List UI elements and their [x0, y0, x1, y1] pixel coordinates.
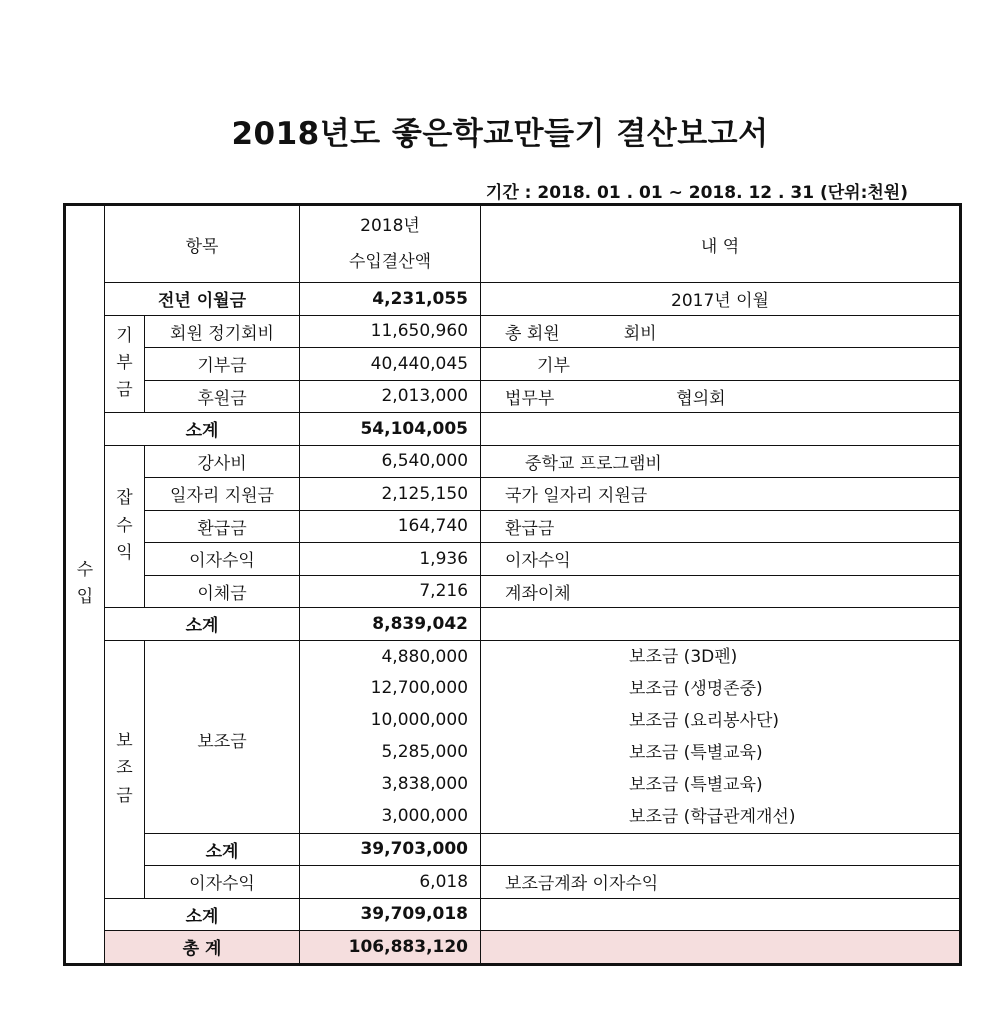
subtotal-amount: 54,104,005: [300, 413, 481, 446]
subtotal-label: 소계: [105, 413, 300, 446]
row-detail: 보조금 (특별교육): [629, 742, 763, 763]
row-label: 회원 정기회비: [145, 315, 300, 348]
misc-group-label: 잡 수 익: [105, 445, 145, 608]
table-row: [65, 575, 961, 608]
subsidy-details: [481, 640, 961, 833]
row-amount: 12,700,000: [300, 673, 481, 705]
row-detail: 국가 일자리 지원금: [481, 478, 961, 511]
subtotal-row: [65, 833, 961, 866]
row-detail: 이자수익: [481, 543, 961, 576]
row-amount: 2,013,000: [300, 380, 481, 413]
row-label: 후원금: [145, 380, 300, 413]
row-detail: 보조금계좌 이자수익: [481, 866, 961, 899]
row-amount: 40,440,045: [300, 348, 481, 381]
row-detail: 기부: [481, 348, 961, 381]
row-detail: 보조금 (3D펜): [629, 646, 738, 667]
header-item: 항목: [105, 205, 300, 283]
subtotal-row: [65, 898, 961, 931]
row-detail: 보조금 (생명존중): [629, 678, 763, 699]
row-detail: 보조금 (요리봉사단): [629, 710, 780, 731]
subtotal-label: 소계: [105, 898, 300, 931]
row-detail: 계좌이체: [481, 575, 961, 608]
row-label: 이자수익: [145, 866, 300, 899]
row-label: 이자수익: [145, 543, 300, 576]
subsidy-group-label: 보 조 금: [105, 640, 145, 898]
header-amount: 2018년 수입결산액: [300, 205, 481, 283]
row-amount: 6,540,000: [300, 445, 481, 478]
prev-carryover-amount: 4,231,055: [300, 283, 481, 316]
table-row: [65, 478, 961, 511]
table-row: [65, 445, 961, 478]
report-period: 기간 : 2018. 01 . 01 ~ 2018. 12 . 31 (단위:천원): [485, 183, 908, 203]
prev-carryover-detail: 2017년 이월: [481, 283, 961, 316]
row-amount: 3,000,000: [300, 800, 481, 833]
page-title: 2018년도 좋은학교만들기 결산보고서: [231, 116, 769, 152]
row-amount: 3,838,000: [300, 768, 481, 800]
grand-total-amount: 106,883,120: [300, 931, 481, 965]
row-detail: 환급금: [481, 510, 961, 543]
row-amount: 2,125,150: [300, 478, 481, 511]
settlement-table: [63, 203, 962, 966]
grand-total-row: [65, 931, 961, 965]
row-amount: 7,216: [300, 575, 481, 608]
header-detail: 내 역: [481, 205, 961, 283]
subtotal-detail: [481, 833, 961, 866]
row-detail: 보조금 (학급관계개선): [629, 806, 796, 827]
row-amount: 10,000,000: [300, 704, 481, 736]
table-row: [65, 866, 961, 899]
row-label: 강사비: [145, 445, 300, 478]
row-detail: 총 회원 회비: [481, 315, 961, 348]
row-label: 환급금: [145, 510, 300, 543]
subtotal-detail: [481, 608, 961, 641]
prev-carryover-label: 전년 이월금: [105, 283, 300, 316]
income-side-label: 수 입: [65, 205, 105, 965]
subtotal-detail: [481, 898, 961, 931]
subtotal-amount: 8,839,042: [300, 608, 481, 641]
row-detail: 법무부 협의회: [481, 380, 961, 413]
row-label: 일자리 지원금: [145, 478, 300, 511]
subtotal-amount: 39,703,000: [300, 833, 481, 866]
table-row: [65, 543, 961, 576]
table-row: [65, 315, 961, 348]
table-row: [65, 510, 961, 543]
donation-group-label: 기 부 금: [105, 315, 145, 413]
row-amount: 5,285,000: [300, 736, 481, 768]
subtotal-detail: [481, 413, 961, 446]
grand-total-label: 총 계: [105, 931, 300, 965]
subtotal-label: 소계: [145, 833, 300, 866]
grand-total-detail: [481, 931, 961, 965]
subtotal-row: [65, 413, 961, 446]
row-amount: 164,740: [300, 510, 481, 543]
table-row: [65, 640, 961, 673]
row-amount: 1,936: [300, 543, 481, 576]
row-label: 이체금: [145, 575, 300, 608]
row-amount: 11,650,960: [300, 315, 481, 348]
subsidy-item-label: 보조금: [145, 640, 300, 833]
table-row: [65, 283, 961, 316]
subtotal-row: [65, 608, 961, 641]
table-row: [65, 380, 961, 413]
table-header-row: [65, 205, 961, 283]
row-amount: 6,018: [300, 866, 481, 899]
row-label: 기부금: [145, 348, 300, 381]
table-row: [65, 348, 961, 381]
row-detail: 중학교 프로그램비: [481, 445, 961, 478]
row-detail: 보조금 (특별교육): [629, 774, 763, 795]
subtotal-amount: 39,709,018: [300, 898, 481, 931]
subtotal-label: 소계: [105, 608, 300, 641]
row-amount: 4,880,000: [300, 640, 481, 673]
